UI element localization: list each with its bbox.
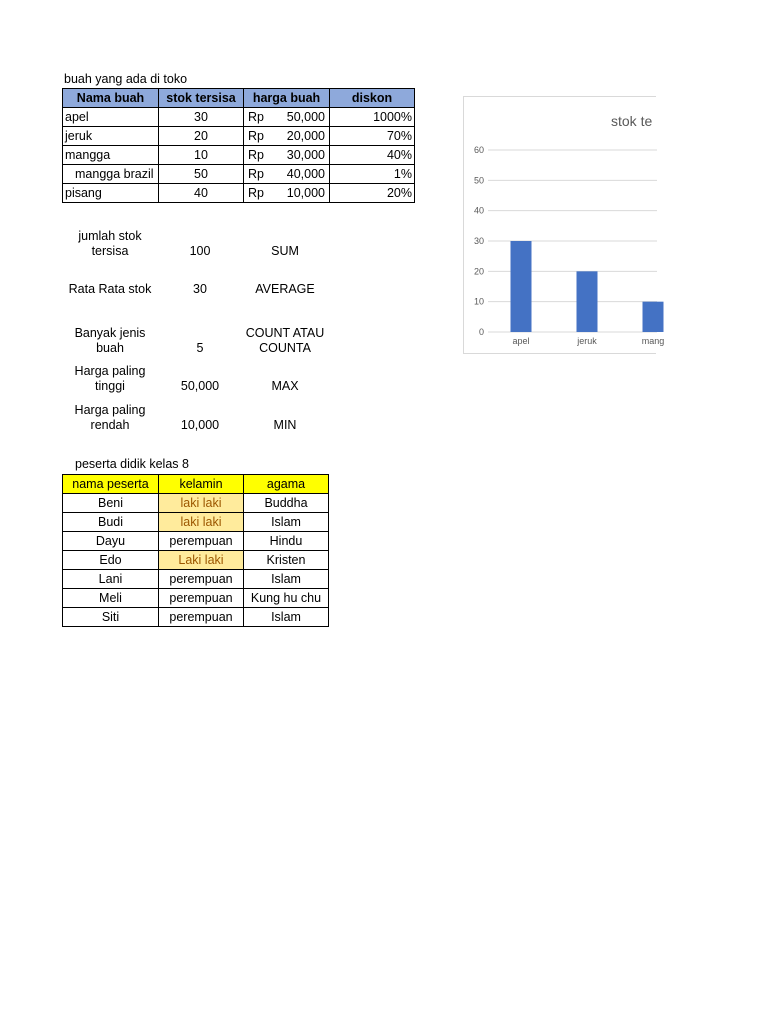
- currency-label: Rp: [248, 129, 264, 143]
- table-row: [63, 532, 329, 551]
- summary-label-line: Banyak jenis: [74, 326, 146, 340]
- x-tick-label: apel: [512, 336, 530, 346]
- summary-label-average-stock[interactable]: Rata Rata stok: [68, 282, 152, 296]
- table-row: [63, 608, 329, 627]
- summary-func-fruit-count[interactable]: [240, 326, 330, 356]
- table-row: [63, 127, 415, 146]
- column-header-kelamin[interactable]: kelamin: [159, 475, 244, 494]
- gender-cell[interactable]: perempuan: [159, 608, 244, 627]
- stock-cell[interactable]: 50: [159, 165, 244, 184]
- discount-cell[interactable]: 40%: [330, 146, 415, 165]
- summary-func-total-stock[interactable]: SUM: [271, 244, 299, 258]
- student-name-cell[interactable]: Dayu: [63, 532, 159, 551]
- fruit-name-cell[interactable]: apel: [63, 108, 159, 127]
- summary-label-line: rendah: [90, 418, 130, 432]
- summary-label-line: jumlah stok: [78, 229, 142, 243]
- student-name-cell[interactable]: Siti: [63, 608, 159, 627]
- currency-label: Rp: [248, 167, 264, 181]
- student-table-caption: peserta didik kelas 8: [75, 457, 189, 471]
- y-tick-label: 10: [473, 296, 484, 307]
- fruit-table-header-row: [63, 89, 415, 108]
- fruit-name-cell[interactable]: pisang: [63, 184, 159, 203]
- table-row: [63, 108, 415, 127]
- summary-value-total-stock[interactable]: 100: [189, 244, 211, 258]
- stock-cell[interactable]: 30: [159, 108, 244, 127]
- column-header-stok-tersisa[interactable]: stok tersisa: [159, 89, 244, 108]
- religion-cell[interactable]: Kung hu chu: [244, 589, 329, 608]
- price-amount: 50,000: [286, 110, 325, 124]
- bar-apel[interactable]: [511, 241, 532, 332]
- stock-bar-chart[interactable]: [463, 96, 665, 354]
- gender-cell[interactable]: perempuan: [159, 532, 244, 551]
- currency-label: Rp: [248, 148, 264, 162]
- summary-label-min-price[interactable]: [62, 403, 158, 433]
- student-table-header-row: [63, 475, 329, 494]
- religion-cell[interactable]: Hindu: [244, 532, 329, 551]
- summary-label-line: tinggi: [95, 379, 125, 393]
- religion-cell[interactable]: Islam: [244, 513, 329, 532]
- table-row: [63, 551, 329, 570]
- chart-x-axis: [512, 336, 664, 346]
- summary-value-max-price[interactable]: 50,000: [180, 379, 220, 393]
- religion-cell[interactable]: Islam: [244, 570, 329, 589]
- gender-cell[interactable]: perempuan: [159, 589, 244, 608]
- chart-title: stok te: [611, 113, 653, 129]
- price-amount: 20,000: [286, 129, 325, 143]
- stock-cell[interactable]: 40: [159, 184, 244, 203]
- summary-label-line: Harga paling: [74, 403, 146, 417]
- price-cell[interactable]: [244, 127, 330, 146]
- column-header-harga-buah[interactable]: harga buah: [244, 89, 330, 108]
- student-name-cell[interactable]: Beni: [63, 494, 159, 513]
- fruit-name-cell[interactable]: mangga brazil: [63, 165, 159, 184]
- student-table: [62, 474, 329, 627]
- summary-func-max-price[interactable]: MAX: [271, 379, 299, 393]
- column-header-agama[interactable]: agama: [244, 475, 329, 494]
- summary-func-line: COUNTA: [259, 341, 311, 355]
- currency-label: Rp: [248, 186, 264, 200]
- bar-jeruk[interactable]: [577, 271, 598, 332]
- student-name-cell[interactable]: Edo: [63, 551, 159, 570]
- discount-cell[interactable]: 20%: [330, 184, 415, 203]
- summary-value-fruit-count[interactable]: 5: [196, 341, 204, 355]
- table-row: [63, 494, 329, 513]
- column-header-nama-buah[interactable]: Nama buah: [63, 89, 159, 108]
- religion-cell[interactable]: Kristen: [244, 551, 329, 570]
- fruit-table: [62, 88, 415, 203]
- summary-label-fruit-count[interactable]: [62, 326, 158, 356]
- column-header-diskon[interactable]: diskon: [330, 89, 415, 108]
- table-row: [63, 589, 329, 608]
- summary-label-line: buah: [96, 341, 124, 355]
- y-tick-label: 0: [478, 327, 484, 337]
- price-cell[interactable]: [244, 146, 330, 165]
- religion-cell[interactable]: Islam: [244, 608, 329, 627]
- y-tick-label: 60: [473, 145, 484, 155]
- fruit-table-caption: buah yang ada di toko: [64, 72, 188, 86]
- summary-label-line: Harga paling: [74, 364, 146, 378]
- x-tick-label: mang: [641, 336, 665, 346]
- column-header-nama-peserta[interactable]: nama peserta: [63, 475, 159, 494]
- price-amount: 40,000: [286, 167, 325, 181]
- summary-func-line: COUNT ATAU: [245, 326, 325, 340]
- table-row: [63, 513, 329, 532]
- y-tick-label: 20: [473, 266, 484, 277]
- price-amount: 30,000: [286, 148, 325, 162]
- gender-cell-highlighted[interactable]: laki laki: [159, 513, 244, 532]
- religion-cell[interactable]: Buddha: [244, 494, 329, 513]
- fruit-name-cell[interactable]: jeruk: [63, 127, 159, 146]
- discount-cell[interactable]: 1000%: [330, 108, 415, 127]
- student-name-cell[interactable]: Lani: [63, 570, 159, 589]
- price-cell[interactable]: [244, 165, 330, 184]
- table-row: [63, 165, 415, 184]
- stock-cell[interactable]: 10: [159, 146, 244, 165]
- student-name-cell[interactable]: Meli: [63, 589, 159, 608]
- chart-bars: [511, 241, 664, 332]
- gender-cell[interactable]: perempuan: [159, 570, 244, 589]
- student-name-cell[interactable]: Budi: [63, 513, 159, 532]
- price-cell[interactable]: [244, 108, 330, 127]
- bar-mang[interactable]: [643, 302, 664, 332]
- summary-value-min-price[interactable]: 10,000: [180, 418, 220, 432]
- summary-func-min-price[interactable]: MIN: [273, 418, 297, 432]
- y-tick-label: 40: [473, 205, 484, 216]
- chart-y-axis: [474, 145, 484, 337]
- summary-value-average-stock[interactable]: 30: [193, 282, 207, 296]
- currency-label: Rp: [248, 110, 264, 124]
- discount-cell[interactable]: 70%: [330, 127, 415, 146]
- discount-cell[interactable]: 1%: [330, 165, 415, 184]
- gender-cell-highlighted[interactable]: laki laki: [159, 494, 244, 513]
- stock-cell[interactable]: 20: [159, 127, 244, 146]
- chart-canvas: [464, 97, 665, 355]
- table-row: [63, 570, 329, 589]
- summary-func-average-stock[interactable]: AVERAGE: [255, 282, 315, 296]
- price-amount: 10,000: [286, 186, 325, 200]
- summary-label-line: tersisa: [91, 244, 129, 258]
- price-cell[interactable]: [244, 184, 330, 203]
- table-row: [63, 146, 415, 165]
- fruit-name-cell[interactable]: mangga: [63, 146, 159, 165]
- summary-label-total-stock[interactable]: [62, 229, 158, 259]
- summary-label-max-price[interactable]: [62, 364, 158, 394]
- gender-cell-highlighted[interactable]: Laki laki: [159, 551, 244, 570]
- table-row: [63, 184, 415, 203]
- x-tick-label: jeruk: [577, 336, 597, 346]
- y-tick-label: 30: [473, 236, 484, 246]
- y-tick-label: 50: [473, 175, 484, 186]
